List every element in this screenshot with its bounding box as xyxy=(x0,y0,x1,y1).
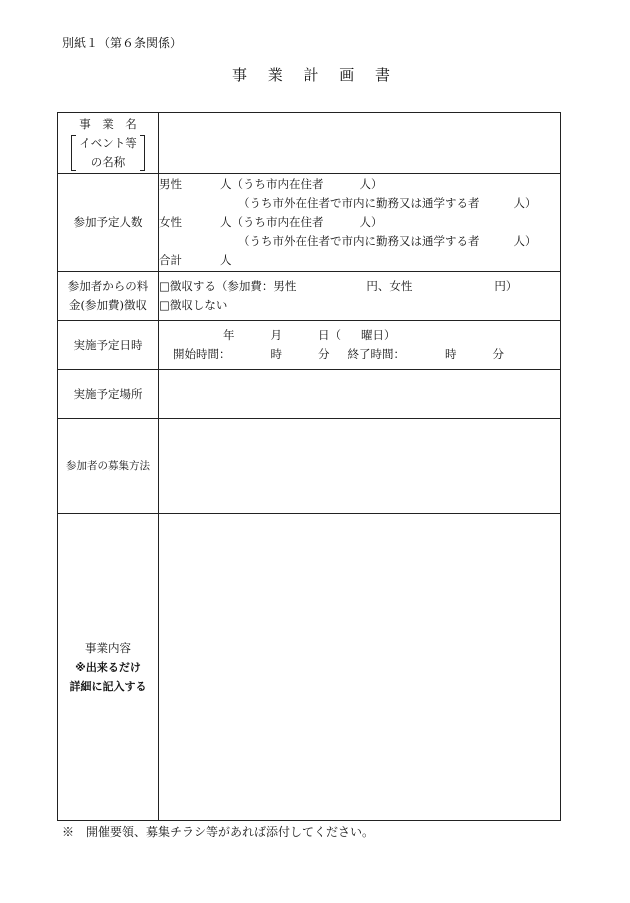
fee-yen-close: 円） xyxy=(494,279,518,293)
total-unit: 人 xyxy=(220,253,232,267)
label-fee-1: 参加者からの料 xyxy=(67,279,149,293)
total-line xyxy=(159,251,560,270)
female-unit: 人 xyxy=(220,215,232,229)
female-outside-close: 人） xyxy=(513,234,537,248)
recruit-field[interactable] xyxy=(159,419,561,514)
fee-yen-female: 円、女性 xyxy=(366,279,413,293)
label-content-title: 事業内容 xyxy=(85,640,131,655)
female-outside-line xyxy=(159,232,560,251)
row-recruit xyxy=(58,419,561,514)
row-participants xyxy=(58,174,561,272)
time-line xyxy=(159,345,560,364)
label-venue: 実施予定場所 xyxy=(58,370,159,419)
female-label: 女性 xyxy=(159,215,182,229)
fee-field[interactable] xyxy=(159,272,561,321)
date-year: 年 xyxy=(223,328,235,342)
label-event-name-2: イベント等 xyxy=(79,135,137,150)
schedule-field[interactable] xyxy=(159,321,561,370)
date-weekday: 曜日） xyxy=(361,328,396,342)
fee-collect-line xyxy=(159,277,560,296)
end-label: 終了時間： xyxy=(347,347,405,361)
total-label: 合計 xyxy=(159,253,182,267)
fee-collect-checkbox[interactable]: □徴収する（参加費：男性 xyxy=(159,279,297,293)
male-outside-close: 人） xyxy=(513,196,537,210)
end-hour: 時 xyxy=(445,347,457,361)
male-outside-line xyxy=(159,194,560,213)
start-minute: 分 xyxy=(318,347,330,361)
row-fee xyxy=(58,272,561,321)
plan-form xyxy=(57,112,561,821)
female-line xyxy=(159,213,560,232)
label-event-name-1: 事 業 名 xyxy=(79,116,137,131)
label-event-name xyxy=(58,113,159,174)
page-title: 事 業 計 画 書 xyxy=(231,66,399,84)
start-label: 開始時間： xyxy=(173,347,231,361)
male-line xyxy=(159,175,560,194)
label-recruit: 参加者の募集方法 xyxy=(58,419,159,514)
date-day: 日（ xyxy=(318,328,341,342)
male-resident: （うち市内在住者 xyxy=(231,177,324,191)
label-content-note-2: 詳細に記入する xyxy=(69,679,147,693)
label-event-name-3: の名称 xyxy=(90,154,126,169)
female-resident: （うち市内在住者 xyxy=(231,215,324,229)
header-note: 別紙１（第６条関係） xyxy=(62,36,183,50)
female-resident-close: 人） xyxy=(359,215,383,229)
label-fee xyxy=(58,272,159,321)
venue-field[interactable] xyxy=(159,370,561,419)
male-unit: 人 xyxy=(220,177,232,191)
event-name-field[interactable] xyxy=(159,113,561,174)
date-month: 月 xyxy=(270,328,282,342)
row-schedule xyxy=(58,321,561,370)
content-field[interactable] xyxy=(159,514,561,821)
row-content xyxy=(58,514,561,821)
end-minute: 分 xyxy=(492,347,504,361)
male-label: 男性 xyxy=(159,177,182,191)
participants-field[interactable] xyxy=(159,174,561,272)
female-outside: （うち市外在住者で市内に勤務又は通学する者 xyxy=(238,234,480,248)
row-event-name xyxy=(58,113,561,174)
start-hour: 時 xyxy=(270,347,282,361)
label-participants: 参加予定人数 xyxy=(58,174,159,272)
male-resident-close: 人） xyxy=(359,177,383,191)
footer-note: ※ 開催要領、募集チラシ等があれば添付してください。 xyxy=(62,825,375,839)
row-venue xyxy=(58,370,561,419)
fee-nocollect-line xyxy=(159,296,560,315)
male-outside: （うち市外在住者で市内に勤務又は通学する者 xyxy=(238,196,480,210)
label-event-name-bracket xyxy=(71,134,145,172)
label-schedule: 実施予定日時 xyxy=(58,321,159,370)
date-line xyxy=(159,326,560,345)
fee-nocollect-checkbox[interactable]: □徴収しない xyxy=(159,298,228,312)
label-fee-2: 金(参加費)徴収 xyxy=(69,298,147,312)
label-content-note-1: ※出来るだけ xyxy=(75,660,141,674)
label-content xyxy=(58,514,159,821)
